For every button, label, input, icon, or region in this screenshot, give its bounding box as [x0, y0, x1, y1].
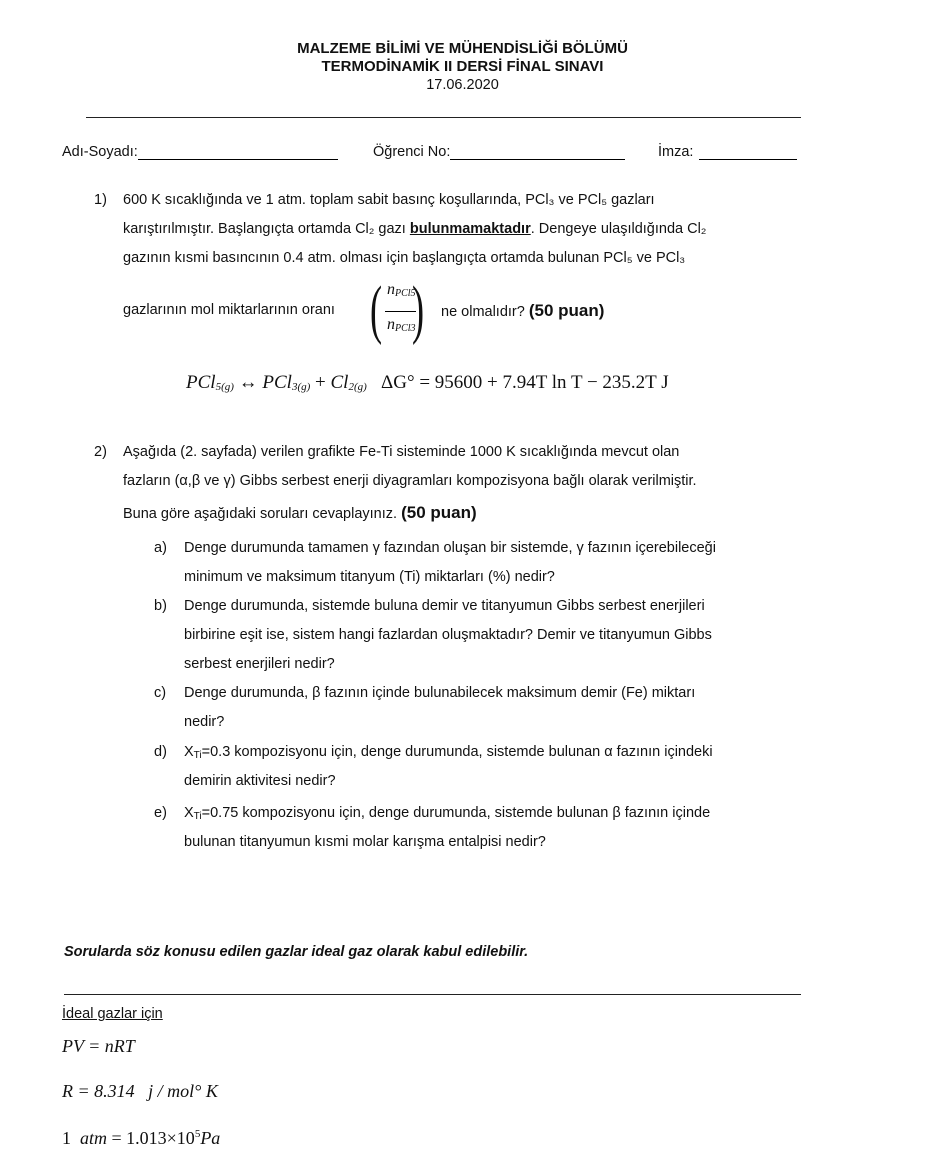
signature-line[interactable]: [699, 144, 797, 160]
fraction-denominator: $n_{PCl3}$: [387, 316, 416, 334]
footer-divider: [64, 994, 801, 995]
q1-emphasis: bulunmamaktadır: [409, 221, 531, 237]
ideal-gas-note: Sorularda söz konusu edilen gazlar ideal gaz olarak kabul edilebilir.: [64, 944, 529, 960]
department-title: MALZEME BİLİMİ VE MÜHENDİSLİĞİ BÖLÜMÜ: [297, 40, 628, 57]
reaction-equation: PCl$_{5(g)}$ ↔ $PCl_{3(g)} + Cl_{2(g)}$ ΔG° = 95600 + 7.94T ln T − 235.2T J: [186, 372, 669, 393]
q1-line-2: [123, 215, 706, 244]
signature-label: İmza:: [658, 144, 694, 160]
question-2-number: 2): [94, 444, 107, 460]
name-line[interactable]: [138, 144, 338, 160]
gas-constant: R = 8.314 j / mol° K: [62, 1081, 218, 1101]
exam-date: 17.06.2020: [426, 77, 499, 93]
q1-points: (50 puan): [528, 301, 605, 320]
gibbs-energy-expression: ΔG° = 95600 + 7.94T ln T − 235.2T J: [381, 372, 669, 393]
name-field[interactable]: [62, 144, 338, 160]
signature-field[interactable]: [658, 144, 797, 160]
exam-header: [0, 40, 925, 95]
ideal-gas-heading: İdeal gazlar için: [62, 1006, 163, 1022]
student-info-row: [62, 144, 802, 164]
exam-title: TERMODİNAMİK II DERSİ FİNAL SINAVI: [321, 58, 604, 75]
q2-line-2: fazların (α,β ve γ) Gibbs serbest enerji diyagramları kompozisyona bağlı olarak verilmiştir.: [123, 473, 697, 489]
student-no-field[interactable]: [373, 144, 625, 160]
q1-line-2a: karıştırılmıştır. Başlangıçta ortamda Cl₂ gazı: [123, 221, 410, 237]
q2-points: (50 puan): [401, 503, 477, 522]
q1-line-4b: [441, 296, 604, 327]
q1-line-1: 600 K sıcaklığında ve 1 atm. toplam sabit basınç koşullarında, PCl₃ ve PCl₅ gazları: [123, 192, 655, 208]
student-no-line[interactable]: [450, 144, 625, 160]
q2-line-3: Buna göre aşağıdaki soruları cevaplayınız. (50 puan): [123, 503, 477, 522]
header-divider: [86, 117, 801, 118]
q2-line-1: Aşağıda (2. sayfada) verilen grafikte Fe-Ti sisteminde 1000 K sıcaklığında mevcut olan: [123, 444, 680, 460]
left-paren: (: [369, 273, 383, 346]
q1-line-2c: . Dengeye ulaşıldığında Cl₂: [530, 221, 707, 237]
atm-conversion: 1 atm = $1.013\times 10^5Pa$: [62, 1128, 221, 1148]
q1-line-3: gazının kısmi basıncının 0.4 atm. olması için başlangıçta ortamda bulunan PCl₅ ve PCl₃: [123, 250, 686, 266]
question-1-number: 1): [94, 192, 107, 208]
ideal-gas-law: PV = nRT: [62, 1036, 135, 1056]
q1-question-text: ne olmalıdır?: [441, 304, 525, 320]
student-no-label: Öğrenci No:: [373, 144, 451, 160]
q1-line-4a: gazlarının mol miktarlarının oranı: [123, 302, 335, 318]
question-2: [94, 438, 814, 528]
mole-ratio-fraction: [369, 273, 426, 346]
fraction-numerator: $n_{PCl5}$: [387, 281, 416, 299]
name-label: Adı-Soyadı:: [62, 144, 138, 160]
right-paren: ): [411, 273, 425, 346]
